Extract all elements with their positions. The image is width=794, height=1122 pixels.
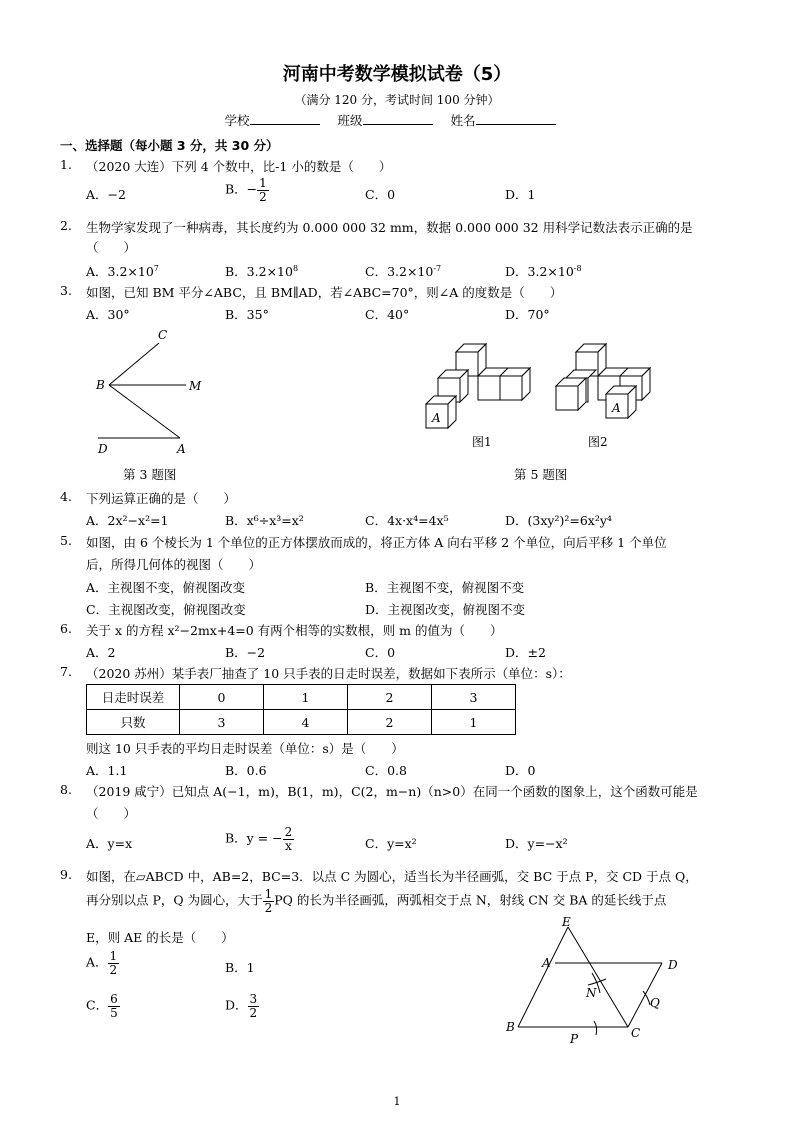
q3-text: 如图，已知 BM 平分∠ABC，且 BM∥AD，若∠ABC=70°，则∠A 的度数是（ ）: [86, 285, 563, 300]
q7-option-a: A．1.1: [86, 763, 128, 778]
q4-option-c: C．4x·x⁴=4x⁵: [365, 513, 449, 528]
q7-text-cont: 则这 10 只手表的平均日走时误差（单位：s）是（ ）: [86, 741, 404, 756]
q4-option-d: D．(3xy²)²=6x²y⁴: [505, 513, 612, 528]
q7-text: （2020 苏州）某手表厂抽查了 10 只手表的日走时误差，数据如下表所示（单位：s）：: [86, 666, 571, 681]
q2-number: 2.: [60, 218, 72, 233]
q4-text: 下列运算正确的是（ ）: [86, 491, 237, 506]
name-field[interactable]: [476, 112, 556, 125]
table-cell: 2: [348, 710, 432, 735]
q3-option-c: C．40°: [365, 307, 410, 322]
q8-number: 8.: [60, 782, 72, 797]
fig5-label-a1: A: [432, 411, 441, 425]
page-number: 1: [393, 1095, 401, 1108]
fig5-cubes-2: [556, 344, 650, 418]
q9-option-b: B．1: [225, 960, 255, 975]
figure-9-parallelogram-diagram: [500, 915, 700, 1045]
q4-number: 4.: [60, 489, 72, 504]
q8-option-d: D．y=−x²: [505, 836, 568, 851]
q6-option-b: B．−2: [225, 645, 266, 660]
q8-option-b: B．y = − $\frac{2}{x}$: [225, 825, 293, 853]
q9-number: 9.: [60, 867, 72, 882]
q6-text: 关于 x 的方程 x²−2mx+4=0 有两个相等的实数根，则 m 的值为（ ）: [86, 623, 503, 638]
fig5-label-fig1: 图1: [472, 435, 492, 449]
q5-text-cont: 后，所得几何体的视图（ ）: [86, 557, 262, 572]
fig5-label-a2: A: [612, 401, 621, 415]
q1-number: 1.: [60, 157, 72, 172]
fig9-label-b: B: [506, 1020, 515, 1034]
table-cell: 日走时误差: [87, 685, 180, 710]
q2-text-cont: （ ）: [86, 240, 137, 255]
q2-option-a: A．$3.2\times 10^7$: [86, 263, 159, 279]
q1-option-d: D．1: [505, 187, 536, 202]
q4-option-a: A．2x²−x²=1: [86, 513, 169, 528]
q9-text-line2: 再分别以点 P，Q 为圆心，大于 $\frac{1}{2}$ PQ 的长为半径画弧，两弧相交于点 N，射线 CN 交 BA 的延长线于点: [86, 887, 667, 915]
fig9-label-q: Q: [650, 996, 660, 1010]
table-cell: 1: [432, 710, 516, 735]
fig9-label-c: C: [631, 1026, 641, 1040]
fraction: $\frac{3}{2}$: [249, 992, 258, 1020]
figure-5-caption: 第 5 题图: [514, 467, 568, 482]
fig9-label-d: D: [668, 958, 678, 972]
table-cell: 4: [264, 710, 348, 735]
q5-number: 5.: [60, 533, 72, 548]
page-title: 河南中考数学模拟试卷（5）: [282, 64, 512, 85]
q1-text: （2020 大连）下列 4 个数中，比-1 小的数是（ ）: [86, 159, 392, 174]
q6-option-a: A．2: [86, 645, 116, 660]
fig5-cubes-1: [426, 344, 530, 428]
q3-option-b: B．35°: [225, 307, 269, 322]
q7-number: 7.: [60, 664, 72, 679]
q2-option-d: D．$3.2\times 10^{-8}$: [505, 263, 582, 279]
school-field[interactable]: [250, 112, 320, 125]
figure-5-cubes-diagram: [420, 338, 660, 453]
fraction: $\frac{1}{2}$: [264, 887, 273, 915]
table-cell: 1: [264, 685, 348, 710]
q5-option-b: B．主视图不变，俯视图不变: [365, 580, 525, 595]
school-label: 学校: [224, 113, 250, 128]
q7-option-c: C．0.8: [365, 763, 407, 778]
q3-number: 3.: [60, 283, 72, 298]
fig3-label-m: M: [189, 379, 202, 393]
table-cell: 2: [348, 685, 432, 710]
q2-option-b: B．$3.2\times 10^8$: [225, 263, 299, 279]
fig3-label-d: D: [98, 442, 108, 456]
q9-text: 如图，在▱ABCD 中，AB=2，BC=3．以点 C 为圆心，适当长为半径画弧，交 BC 于点 P，交 CD 于点 Q，: [86, 869, 698, 884]
fraction: $\frac{1}{2}$: [109, 949, 118, 977]
q9-option-d: D． $\frac{3}{2}$: [225, 992, 258, 1020]
fig3-label-a: A: [177, 442, 186, 456]
figure-3-caption: 第 3 题图: [123, 467, 177, 482]
q4-option-b: B．x⁶÷x³=x²: [225, 513, 304, 528]
fraction: $\frac{6}{5}$: [110, 992, 118, 1020]
q8-text: （2019 咸宁）已知点 A(−1，m)，B(1，m)，C(2，m−n)（n>0）在同一个函数的图象上，这个函数可能是: [86, 784, 698, 799]
q9-option-a: A． $\frac{1}{2}$: [86, 949, 118, 977]
class-label: 班级: [337, 113, 363, 128]
fraction: $\frac{2}{x}$: [284, 825, 293, 853]
section-heading: 一、选择题（每小题 3 分，共 30 分）: [60, 138, 279, 153]
q7-option-b: B．0.6: [225, 763, 267, 778]
q8-text-cont: （ ）: [86, 806, 137, 821]
q7-option-d: D．0: [505, 763, 536, 778]
figure-3-angle-diagram: [88, 325, 218, 460]
fig9-label-p: P: [570, 1032, 579, 1045]
class-field[interactable]: [363, 112, 433, 125]
table-cell: 只数: [87, 710, 180, 735]
table-cell: 3: [432, 685, 516, 710]
q6-number: 6.: [60, 621, 72, 636]
q8-option-c: C．y=x²: [365, 836, 417, 851]
table-row: [87, 710, 516, 735]
q3-option-a: A．30°: [86, 307, 130, 322]
fig9-label-a: A: [542, 956, 551, 970]
q5-option-c: C．主视图改变，俯视图改变: [86, 602, 246, 617]
q3-option-d: D．70°: [505, 307, 550, 322]
q6-option-c: C．0: [365, 645, 396, 660]
q5-option-a: A．主视图不变，俯视图改变: [86, 580, 246, 595]
fig9-label-n: N: [586, 986, 597, 1000]
fig3-label-c: C: [158, 328, 168, 342]
q8-option-a: A．y=x: [86, 836, 133, 851]
q2-text: 生物学家发现了一种病毒，其长度约为 0.000 000 32 mm，数据 0.000 000 32 用科学记数法表示正确的是: [86, 220, 693, 235]
name-label: 姓名: [450, 113, 476, 128]
q1-option-b: B．− $\frac{1}{2}$: [225, 176, 267, 204]
table-cell: 0: [180, 685, 264, 710]
q6-option-d: D．±2: [505, 645, 546, 660]
q1-option-c: C．0: [365, 187, 396, 202]
table-cell: 3: [180, 710, 264, 735]
student-info-line: [0, 111, 794, 129]
table-row: [87, 685, 516, 710]
exam-subtitle: （满分 120 分，考试时间 100 分钟）: [294, 93, 500, 107]
fig5-label-fig2: 图2: [588, 435, 608, 449]
q1-option-a: A．−2: [86, 187, 126, 202]
q5-option-d: D．主视图改变，俯视图不变: [365, 602, 526, 617]
q9-option-c: C． $\frac{6}{5}$: [86, 992, 118, 1020]
q9-text-line3: E，则 AE 的长是（ ）: [86, 930, 234, 945]
fig3-label-b: B: [96, 378, 105, 392]
q7-data-table: [86, 684, 516, 735]
q2-option-c: C．$3.2\times 10^{-7}$: [365, 263, 442, 279]
fig9-label-e: E: [562, 915, 571, 929]
fraction: $\frac{1}{2}$: [259, 176, 267, 204]
q5-text: 如图，由 6 个棱长为 1 个单位的正方体摆放而成的，将正方体 A 向右平移 2 个单位，向后平移 1 个单位: [86, 535, 667, 550]
